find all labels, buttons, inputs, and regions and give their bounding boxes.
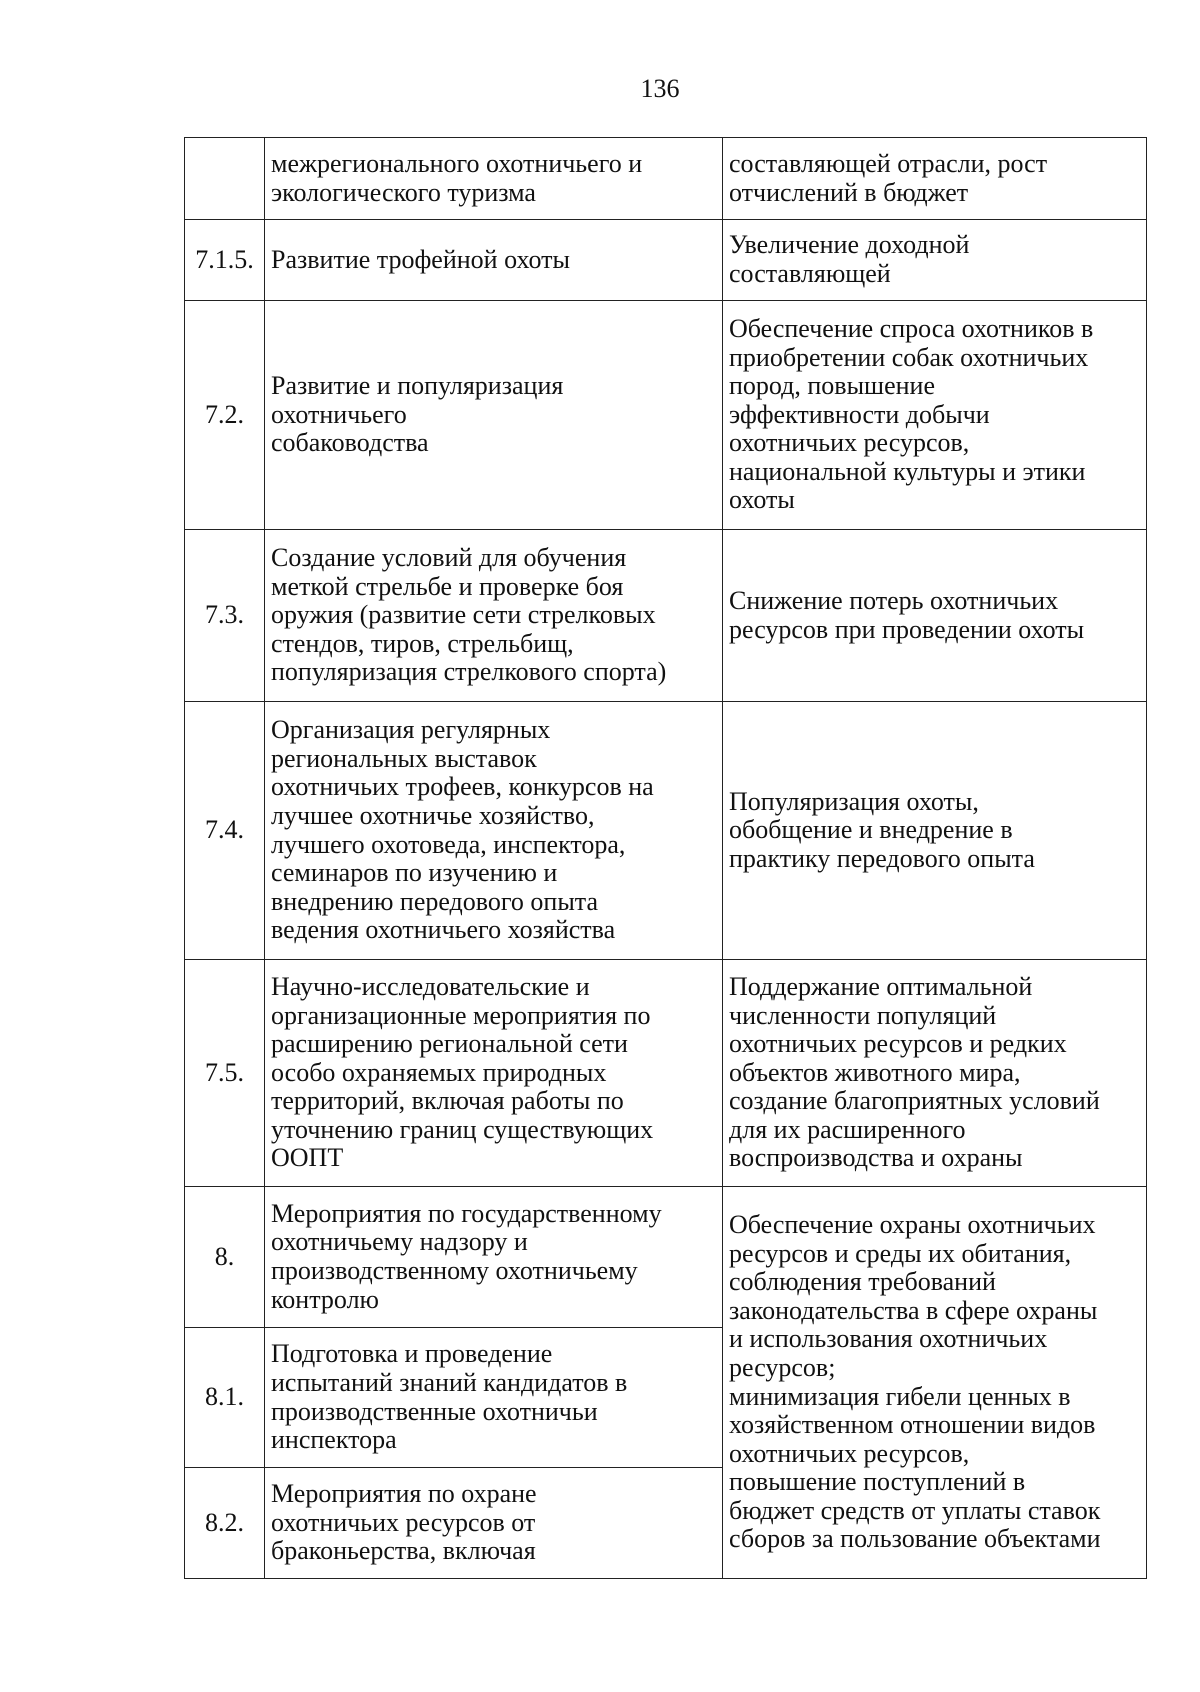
expected-result: составляющей отрасли, рост отчислений в бюджет [723,138,1147,220]
measure-name: Подготовка и проведение испытаний знаний кандидатов в производственные охотничьи инспектора [265,1328,723,1468]
row-number [185,138,265,220]
page-number: 136 [640,74,680,103]
row-number: 7.2. [185,301,265,530]
table-row [185,1187,1147,1328]
table-row [185,960,1147,1187]
table-row [185,702,1147,960]
measure-name: Организация регулярных региональных выставок охотничьих трофеев, конкурсов на лучшее охотничье хозяйство, лучшего охотоведа, инспектора, семинаров по изучению и внедрению передового опыта ведения охотничьего хозяйства [265,702,723,960]
table-row [185,138,1147,220]
row-number: 8.2. [185,1468,265,1579]
row-number: 7.5. [185,960,265,1187]
row-number: 7.3. [185,530,265,702]
measure-name: Развитие и популяризация охотничьего собаководства [265,301,723,530]
expected-result: Снижение потерь охотничьих ресурсов при проведении охоты [723,530,1147,702]
expected-result: Увеличение доходной составляющей [723,220,1147,301]
expected-result: Обеспечение спроса охотников в приобретении собак охотничьих пород, повышение эффективности добычи охотничьих ресурсов, национальной культуры и этики охоты [723,301,1147,530]
measure-name: Создание условий для обучения меткой стрельбе и проверке боя оружия (развитие сети стрелковых стендов, тиров, стрельбищ, популяризация стрелкового спорта) [265,530,723,702]
measure-name: Мероприятия по охране охотничьих ресурсов от браконьерства, включая [265,1468,723,1579]
row-number: 8. [185,1187,265,1328]
row-number: 7.4. [185,702,265,960]
measure-name: межрегионального охотничьего и экологического туризма [265,138,723,220]
table-row [185,220,1147,301]
table-row [185,301,1147,530]
expected-result: Поддержание оптимальной численности популяций охотничьих ресурсов и редких объектов животного мира, создание благоприятных условий для их расширенного воспроизводства и охраны [723,960,1147,1187]
measure-name: Мероприятия по государственному охотничьему надзору и производственному охотничьему контролю [265,1187,723,1328]
row-number: 8.1. [185,1328,265,1468]
table-row [185,530,1147,702]
measure-name: Развитие трофейной охоты [265,220,723,301]
expected-result: Обеспечение охраны охотничьих ресурсов и среды их обитания, соблюдения требований законодательства в сфере охраны и использования охотничьих ресурсов; минимизация гибели ценных в хозяйственном отношении видов охотничьих ресурсов, повышение поступлений в бюджет средств от уплаты ставок сборов за пользование объектами [723,1187,1147,1579]
row-number: 7.1.5. [185,220,265,301]
measures-table [184,137,1147,1579]
measure-name: Научно-исследовательские и организационные мероприятия по расширению региональной сети особо охраняемых природных территорий, включая работы по уточнению границ существующих ООПТ [265,960,723,1187]
expected-result: Популяризация охоты, обобщение и внедрение в практику передового опыта [723,702,1147,960]
